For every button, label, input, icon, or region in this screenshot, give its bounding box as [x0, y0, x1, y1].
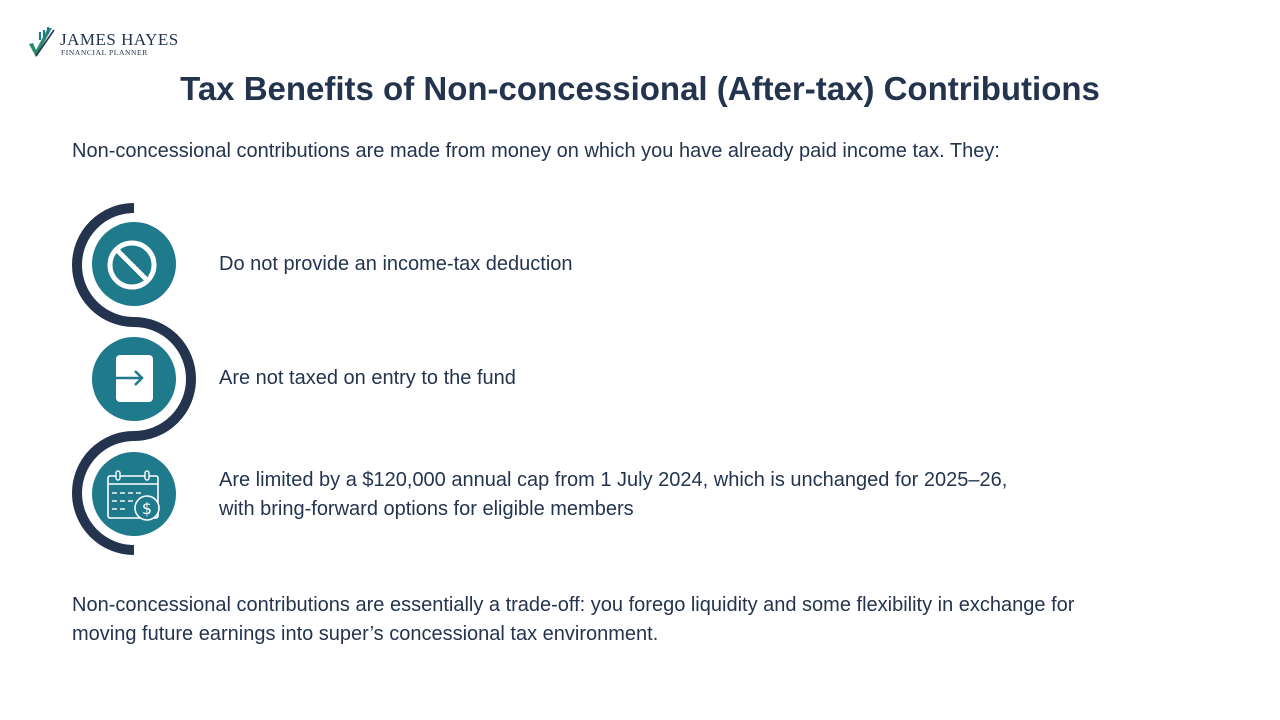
- intro-text: Non-concessional contributions are made from money on which you have already paid income tax. They:: [72, 140, 1000, 162]
- item-icon-circle: [92, 337, 176, 421]
- item-text: Are not taxed on entry to the fund: [219, 367, 516, 389]
- item-text-line: Are limited by a $120,000 annual cap from 1 July 2024, which is unchanged for 2025–26,: [219, 469, 1008, 491]
- logo-name: JAMES HAYES: [60, 30, 179, 49]
- svg-text:$: $: [141, 499, 153, 518]
- page-title: Tax Benefits of Non-concessional (After-tax) Contributions: [180, 70, 1100, 107]
- item-text: [219, 466, 1119, 524]
- calendar-dollar-icon: [92, 452, 176, 536]
- checkmark-logo-icon: [26, 26, 58, 60]
- outro-text: [72, 591, 1172, 649]
- item-text-line: with bring-forward options for eligible members: [219, 498, 634, 520]
- item-icon-circle: [92, 222, 176, 306]
- company-logo: [26, 24, 206, 64]
- entry-arrow-icon: [92, 337, 176, 421]
- logo-subtitle: FINANCIAL PLANNER: [61, 48, 148, 57]
- outro-line: moving future earnings into super’s concessional tax environment.: [72, 623, 659, 645]
- outro-line: Non-concessional contributions are essentially a trade-off: you forego liquidity and some flexibility in exchange for: [72, 594, 1075, 616]
- item-icon-circle: [92, 452, 176, 536]
- item-text: Do not provide an income-tax deduction: [219, 253, 573, 275]
- no-entry-icon: [92, 222, 176, 306]
